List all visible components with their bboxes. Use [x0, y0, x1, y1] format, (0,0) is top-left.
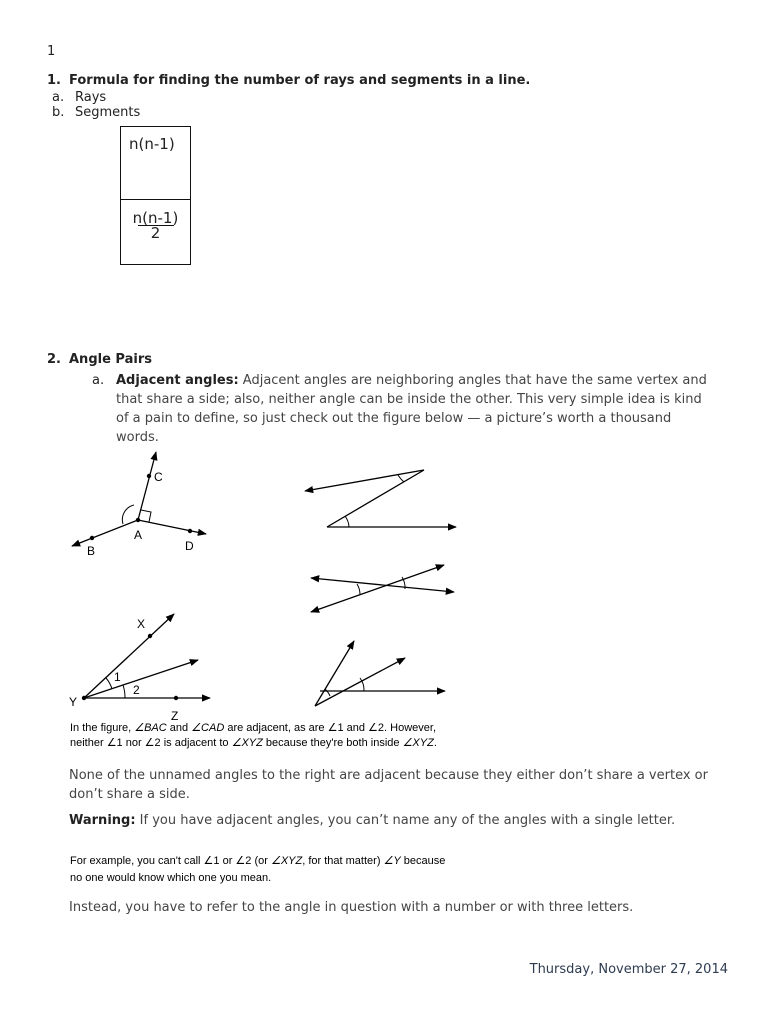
label-y: Y [69, 695, 78, 709]
instead-text: Instead, you have to refer to the angle in question with a number or with three letters. [69, 900, 634, 915]
adjacent-angles-figure [0, 440, 520, 725]
formula-table [120, 126, 191, 265]
example-angle-y: ∠Y [383, 855, 401, 867]
angle-bac-cad-diagram [72, 452, 206, 558]
caption-angle-bac: ∠BAC [134, 722, 167, 734]
list-text: Segments [75, 105, 141, 120]
table-divider [121, 199, 190, 200]
figure-caption [70, 721, 490, 751]
page-number: 1 [47, 44, 56, 59]
footer-date: Thursday, November 27, 2014 [529, 962, 728, 977]
question-2-title: Angle Pairs [69, 352, 152, 367]
unnamed-angles-text: None of the unnamed angles to the right are adjacent because they either don’t share a vertex or don’t share a side. [69, 768, 708, 802]
example-line: For example, you can't call ∠1 or ∠2 (or [70, 855, 271, 867]
question-2-number: 2. [47, 352, 61, 367]
example-angle-xyz: ∠XYZ [270, 855, 303, 867]
non-adjacent-crossing-diagram [311, 565, 454, 612]
caption-angle-cad: ∠CAD [191, 722, 225, 734]
example-line: because [400, 855, 446, 867]
adjacent-angles-definition: Adjacent angles are neighboring angles that have the same vertex and that share a side; also, neither angle can be inside the other. This very simple idea is kind of a pain to define, so just check out the figure below — a picture’s worth a thousand words. [116, 373, 707, 445]
caption-text: and [166, 722, 192, 734]
question-1-number: 1. [47, 73, 61, 88]
example-line: , for that matter) [302, 855, 384, 867]
caption-text: because they're both inside [262, 737, 403, 749]
list-text: Rays [75, 90, 107, 105]
list-item-segments [52, 105, 140, 120]
label-a: A [134, 528, 143, 542]
warning-paragraph [69, 811, 709, 830]
question-2-heading [47, 352, 152, 367]
adjacent-angles-paragraph [92, 371, 712, 447]
formula-segments-numerator: n(n-1) [132, 209, 179, 227]
caption-text: . [433, 737, 437, 749]
caption-text: are adjacent, as are ∠1 and ∠2. However, [224, 722, 436, 734]
label-b: B [87, 544, 96, 558]
caption-text: neither ∠1 nor ∠2 is adjacent to [70, 737, 232, 749]
caption-text: In the figure, [70, 722, 135, 734]
list-item-rays [52, 90, 106, 105]
caption-angle-xyz: ∠XYZ [231, 737, 263, 749]
non-adjacent-z-diagram [305, 470, 456, 527]
label-d: D [185, 539, 194, 553]
non-adjacent-v-diagram [315, 641, 445, 706]
angle-xyz-diagram [69, 614, 210, 723]
label-x: X [137, 617, 146, 631]
label-c: C [154, 470, 163, 484]
label-angle-2: 2 [133, 683, 140, 697]
example-text [70, 853, 500, 887]
formula-segments [121, 211, 190, 240]
warning-label: Warning: [69, 813, 136, 828]
formula-rays: n(n-1) [129, 135, 175, 153]
question-1-heading [47, 73, 530, 88]
caption-angle-xyz: ∠XYZ [402, 737, 434, 749]
warning-text: If you have adjacent angles, you can’t name any of the angles with a single letter. [135, 813, 676, 828]
example-line: no one would know which one you mean. [70, 872, 272, 884]
label-z: Z [171, 709, 179, 723]
list-letter: a. [92, 373, 105, 388]
list-letter: b. [52, 105, 65, 120]
label-angle-1: 1 [114, 670, 121, 684]
term-adjacent-angles: Adjacent angles: [116, 373, 239, 388]
list-letter: a. [52, 90, 65, 105]
question-1-title: Formula for finding the number of rays and segments in a line. [69, 73, 531, 88]
formula-segments-denominator: 2 [150, 224, 161, 242]
